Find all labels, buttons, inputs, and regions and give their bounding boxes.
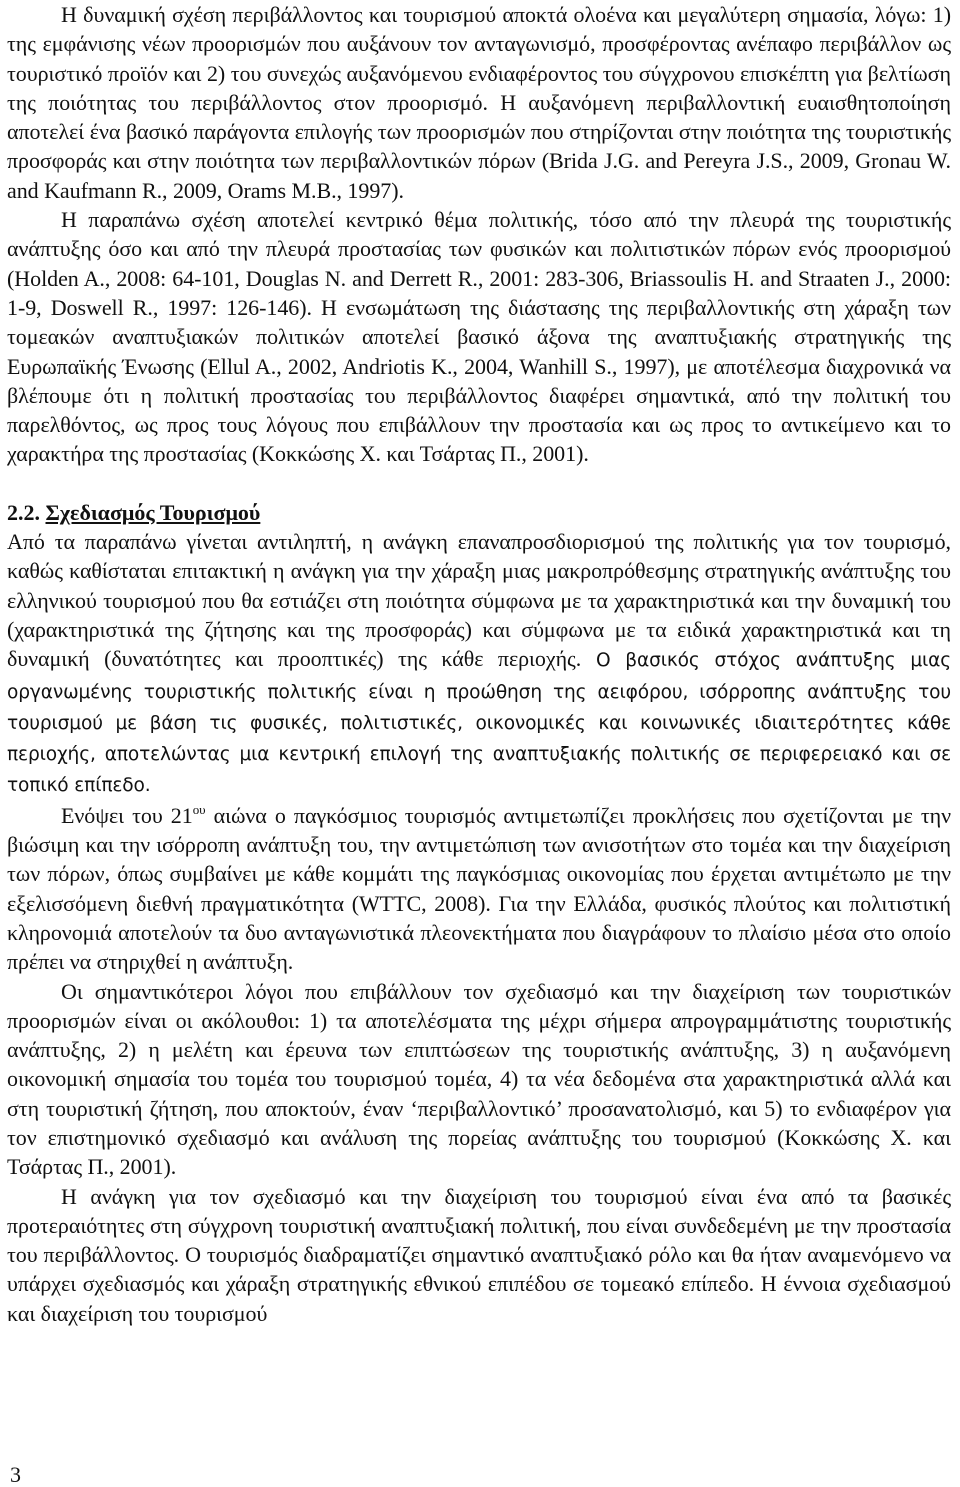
paragraph-1-part-a: Η δυναμική σχέση περιβάλλοντος και τουρισμού αποκτά ολοένα και μεγαλύτερη σημασία, λόγω: 1) της εμφάνισης νέων προορισμών που αυξάνουν τον ανταγωνισμό, προσφέροντας ανέπαφο περιβάλλον ως τουριστικό προϊόν και 2) του συνεχώς αυξανόμενου ενδιαφέροντος του σύγχρονου επισκέπτη για βελτίωση της ποιότητας του περιβάλλοντος στον προορισμό.	[7, 2, 951, 115]
page-number: 3	[10, 1462, 21, 1487]
paragraph-tourism-planning-need	[7, 527, 951, 801]
section-number: 2.2.	[7, 499, 46, 525]
paragraph-main-reasons: Οι σημαντικότεροι λόγοι που επιβάλλουν τον σχεδιασμό και την διαχείριση των τουριστικών προορισμών είναι οι ακόλουθοι: 1) τα αποτελέσματα της μέχρι σήμερα απρογραμμάτιστης τουριστικής ανάπτυξης, 2) η μελέτη και έρευνα των επιπτώσεων της τουριστικής ανάπτυξης, 3) η αυξανόμενη οικονομική σημασία του τομέα του τουρισμού τομέα, 4) τα νέα δεδομένα στα χαρακτηριστικά αλλά και στη τουριστική ζήτηση, που αποκτούν, έναν ‘περιβαλλοντικό’ προσανατολισμό, και 5) το ενδιαφέρον για τον επιστημονικό σχεδιασμό και ανάλυση της πορείας ανάπτυξης του τουρισμού (Κοκκώσης Χ. και Τσάρτας Π., 2001).	[7, 978, 951, 1180]
section-spacer	[7, 469, 951, 498]
paragraph-3-part-a: Από τα παραπάνω γίνεται αντιληπτή, η ανάγκη επαναπροσδιορισμού της πολιτικής για τον τουρισμό, καθώς καθίσταται επιτακτική η ανάγκη για την χάραξη μιας μακροπρόθεσμης στρατηγικής ανάπτυξης του ελληνικού τουρισμού που θα εστιάζει στη ποιότητα σύμφωνα με τα χαρακτηριστικά και την δυναμική του (χαρακτηριστικά της ζήτησης και της προσφοράς) και σύμφωνα με τα ειδικά χαρακτηριστικά και τη δυναμική (δυνατότητες και προοπτικές) της κάθε περιοχής.	[7, 529, 951, 672]
ordinal-superscript: ου	[192, 801, 206, 817]
paragraph-4-lead: Ενόψει του 21	[61, 802, 193, 828]
paragraph-environment-tourism	[7, 0, 951, 205]
section-title: Σχεδιασμός Τουρισμού	[45, 499, 261, 525]
paragraph-21st-century	[7, 801, 951, 977]
paragraph-4-rest: αιώνα ο παγκόσμιος τουρισμός αντιμετωπίζει προκλήσεις που σχετίζονται με την βιώσιμη και την ισόρροπη ανάπτυξη του, την αντιμετώπιση των ανισοτήτων στο τομέα και την διαχείριση των πόρων, όπως συμβαίνει με κάθε κομμάτι της παγκόσμιας οικονομίας που έρχεται αντιμέτωπο με την εξελισσόμενη διεθνή πραγματικότητα (WTTC, 2008). Για την Ελλάδα, φυσικός πλούτος και πολιτιστική κληρονομιά αποτελούν τα δυο ανταγωνιστικά πλεονεκτήματα που διαγράφουν το πλαίσιο μέσα στο οποίο πρέπει να στηριχθεί η ανάπτυξη.	[7, 802, 951, 975]
paragraph-planning-priority: Η ανάγκη για τον σχεδιασμό και την διαχείριση του τουρισμού είναι ένα από τα βασικές προτεραιότητες στη σύγχρονη τουριστική αναπτυξιακή πολιτική, που είναι συνδεδεμένη με την προστασία του περιβάλλοντος. Ο τουρισμός διαδραματίζει σημαντικό αναπτυξιακό ρόλο και θα ήταν αναμενόμενο να υπάρχει σχεδιασμός και χάραξη στρατηγικής εθνικού επιπέδου σε τομεακό επίπεδο. Η έννοια σχεδιασμού και διαχείριση του τουρισμού	[7, 1183, 951, 1326]
paragraph-policy-relation: Η παραπάνω σχέση αποτελεί κεντρικό θέμα πολιτικής, τόσο από την πλευρά της τουριστικής ανάπτυξης όσο και από την πλευρά προστασίας των φυσικών και πολιτιστικών πόρων ενός προορισμού (Holden A., 2008: 64-101, Douglas N. and Derrett R., 2001: 283-306, Briassoulis H. and Straaten J., 2000: 1-9, Doswell R., 1997: 126-146). Η ενσωμάτωση της διάστασης της περιβαλλοντικής στη χάραξη των τομεακών αναπτυξιακών πολιτικών αποτελεί βασικό άξονα της αναπτυξιακής στρατηγικής της Ευρωπαϊκής Ένωσης (Ellul A., 2002, Andriotis K., 2004, Wanhill S., 1997), με αποτέλεσμα διαχρονικά να βλέπουμε ότι η πολιτική προστασίας του περιβάλλοντος διαφέρει σημαντικά, από την πολιτική του παρελθόντος, ως προς τους λόγους που επιβάλλουν την προστασία και ως προς το αντικείμενο και το χαρακτήρα της προστασίας (Κοκκώσης Χ. και Τσάρτας Π., 2001).	[7, 207, 951, 467]
section-heading	[7, 498, 951, 527]
paragraph-3-part-b: Ο βασικός στόχος ανάπτυξης μιας οργανωμένης τουριστικής πολιτικής είναι η προώθηση της αειφόρου, ισόρροπης ανάπτυξης του τουρισμού με βάση τις φυσικές, πολιτιστικές, οικονομικές και κοινωνικές ιδιαιτερότητες κάθε περιοχής, αποτελώντας μια κεντρική επιλογή της αναπτυξιακής πολιτικής σε περιφερειακό και σε τοπικό επίπεδο.	[7, 650, 952, 797]
paragraph-1-part-b: Η αυξανόμενη περιβαλλοντική ευαισθητοποίηση αποτελεί ένα βασικό παράγοντα επιλογής των προορισμών που στηρίζονται στην ποιότητα της τουριστικής προσφοράς και στην ποιότητα των περιβαλλοντικών πόρων (Brida J.G. and Pereyra J.S., 2009, Gronau W. and Kaufmann R., 2009, Orams M.B., 1997).	[7, 89, 951, 203]
